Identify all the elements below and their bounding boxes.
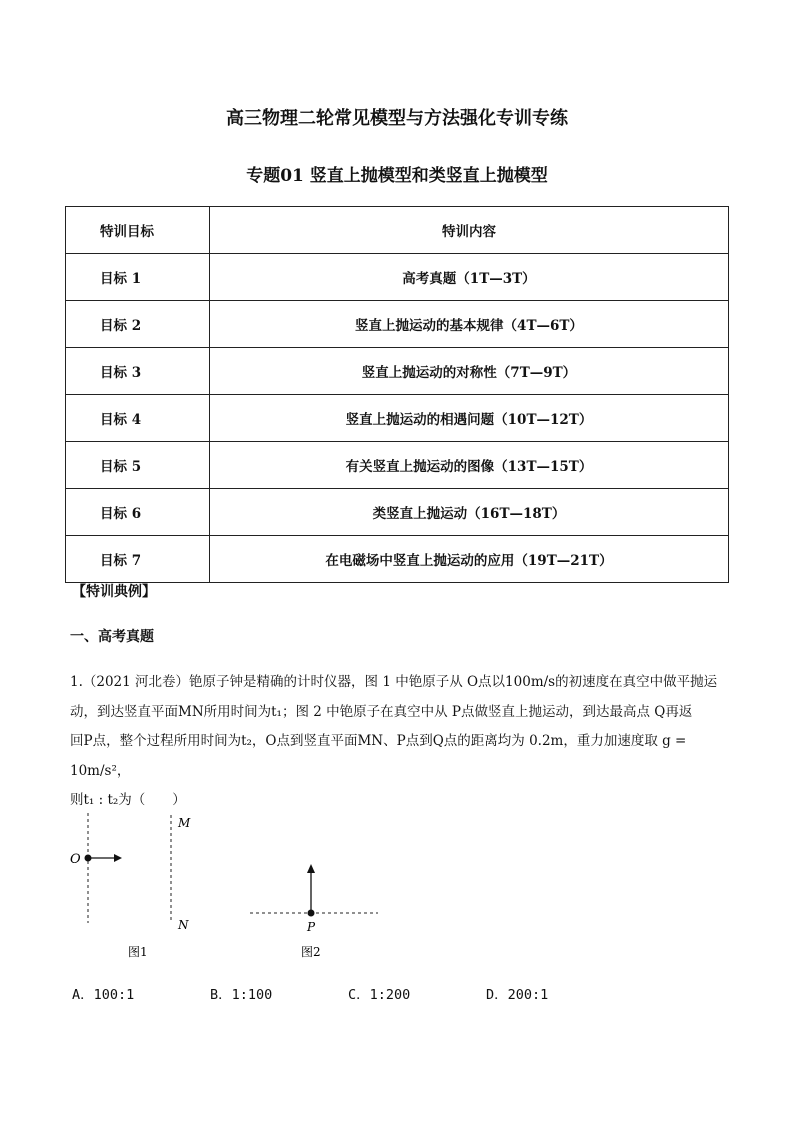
option-d: D．200:1 xyxy=(486,987,549,1003)
table-cell-content: 竖直上抛运动的相遇问题（10T—12T） xyxy=(210,395,729,442)
table-cell-content: 有关竖直上抛运动的图像（13T—15T） xyxy=(210,442,729,489)
label-n: N xyxy=(178,918,189,932)
label-o: O xyxy=(70,852,81,867)
table-row xyxy=(66,536,729,583)
table-cell-target: 目标 3 xyxy=(66,348,210,395)
table-cell-content: 竖直上抛运动的对称性（7T—9T） xyxy=(210,348,729,395)
question-line: 1.（2021 河北卷）铯原子钟是精确的计时仪器，图 1 中铯原子从 O点以100m/s的初速度在真空中做平抛运 xyxy=(70,674,718,690)
table-row xyxy=(66,395,729,442)
arrow-head-icon xyxy=(114,854,122,862)
table-cell-target: 目标 7 xyxy=(66,536,210,583)
table-cell-target: 目标 6 xyxy=(66,489,210,536)
document-subtitle: 专题01 竖直上抛模型和类竖直上抛模型 xyxy=(246,166,548,186)
option-a: A．100:1 xyxy=(72,987,135,1003)
table-cell-target: 目标 1 xyxy=(66,254,210,301)
fig1-caption: 图1 xyxy=(128,945,148,959)
table-cell-content: 竖直上抛运动的基本规律（4T—6T） xyxy=(210,301,729,348)
table-header-target: 特训目标 xyxy=(66,207,210,254)
table-cell-target: 目标 5 xyxy=(66,442,210,489)
table-header-row xyxy=(66,207,729,254)
question-text xyxy=(70,668,730,816)
question-figure xyxy=(60,805,400,965)
point-o-dot xyxy=(85,855,92,862)
arrow-head-up-icon xyxy=(307,864,315,873)
question-line: 回P点，整个过程所用时间为t₂，O点到竖直平面MN、P点到Q点的距离均为 0.2m，重力加速度取 g = 10m/s²， xyxy=(70,733,687,779)
training-target-table xyxy=(65,206,729,583)
table-row xyxy=(66,489,729,536)
table-cell-content: 高考真题（1T—3T） xyxy=(210,254,729,301)
table-header-content: 特训内容 xyxy=(210,207,729,254)
table-cell-target: 目标 4 xyxy=(66,395,210,442)
option-b: B．1:100 xyxy=(210,987,273,1003)
table-row xyxy=(66,301,729,348)
table-row xyxy=(66,348,729,395)
section-heading: 【特训典例】 xyxy=(72,584,156,600)
fig2-caption: 图2 xyxy=(301,945,321,959)
table-cell-content: 类竖直上抛运动（16T—18T） xyxy=(210,489,729,536)
table-row xyxy=(66,254,729,301)
subsection-heading: 一、高考真题 xyxy=(70,629,154,645)
table-row xyxy=(66,442,729,489)
question-line: 则t₁ : t₂为（ ） xyxy=(70,792,186,808)
point-p-dot xyxy=(308,910,315,917)
table-cell-content: 在电磁场中竖直上抛运动的应用（19T—21T） xyxy=(210,536,729,583)
option-c: C．1:200 xyxy=(348,987,411,1003)
label-m: M xyxy=(178,816,191,830)
question-line: 动，到达竖直平面MN所用时间为t₁；图 2 中铯原子在真空中从 P点做竖直上抛运动，到达最高点 Q再返 xyxy=(70,703,693,720)
table-cell-target: 目标 2 xyxy=(66,301,210,348)
document-title: 高三物理二轮常见模型与方法强化专训专练 xyxy=(226,108,568,129)
label-p: P xyxy=(307,920,316,934)
